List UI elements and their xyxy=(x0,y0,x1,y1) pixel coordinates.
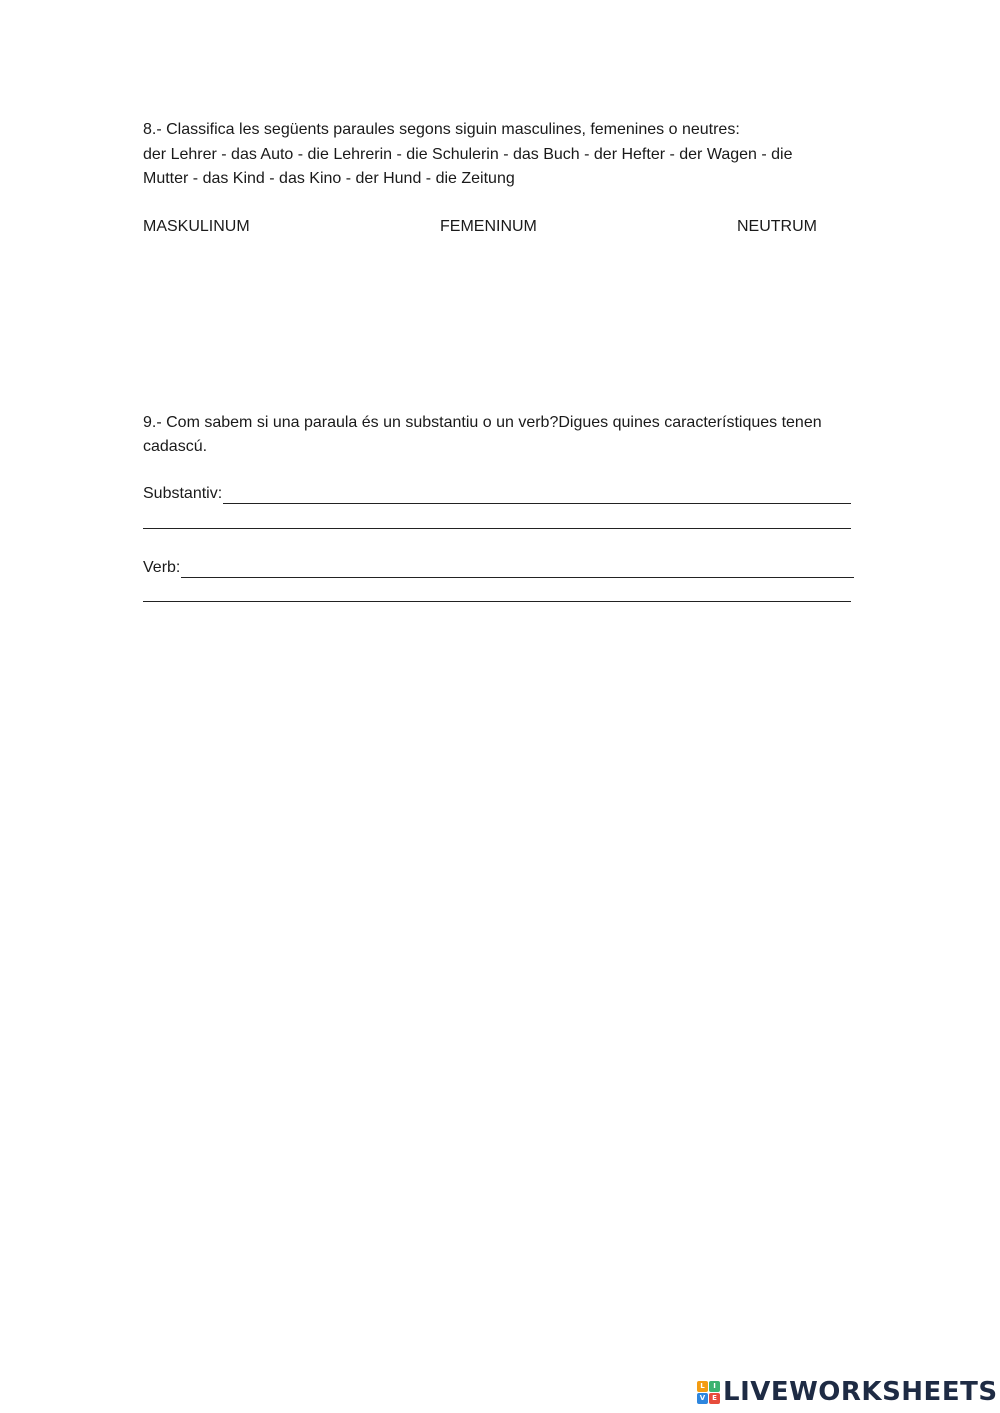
exercise-9-question-line-1: 9.- Com sabem si una paraula és un substantiu o un verb?Digues quines característiques tenen xyxy=(143,414,822,431)
substantiv-label: Substantiv: xyxy=(143,483,223,505)
logo-tile-e: E xyxy=(709,1393,720,1404)
substantiv-answer-line-2[interactable] xyxy=(143,528,851,529)
column-header-neutrum: NEUTRUM xyxy=(737,218,817,235)
exercise-9-question-line-2: cadascú. xyxy=(143,438,208,455)
substantiv-answer-line-1[interactable] xyxy=(143,503,851,504)
logo-tile-v: V xyxy=(697,1393,708,1404)
exercise-8-words-line-2: Mutter - das Kind - das Kino - der Hund - die Zeitung xyxy=(143,170,515,187)
column-header-maskulinum: MASKULINUM xyxy=(143,218,250,235)
logo-tile-i: I xyxy=(709,1381,720,1392)
exercise-8-words-line-1: der Lehrer - das Auto - die Lehrerin - die Schulerin - das Buch - der Hefter - der Wagen - die xyxy=(143,146,793,163)
column-header-femeninum: FEMENINUM xyxy=(440,218,537,235)
liveworksheets-logo xyxy=(697,1376,998,1408)
exercise-8-instruction: 8.- Classifica les següents paraules segons siguin masculines, femenines o neutres: xyxy=(143,121,740,138)
verb-answer-line-2[interactable] xyxy=(143,601,851,602)
verb-label: Verb: xyxy=(143,557,181,579)
logo-text: LIVEWORKSHEETS xyxy=(723,1377,998,1407)
logo-tiles-icon xyxy=(697,1381,720,1404)
verb-answer-line-1[interactable] xyxy=(143,577,854,578)
logo-tile-l: L xyxy=(697,1381,708,1392)
